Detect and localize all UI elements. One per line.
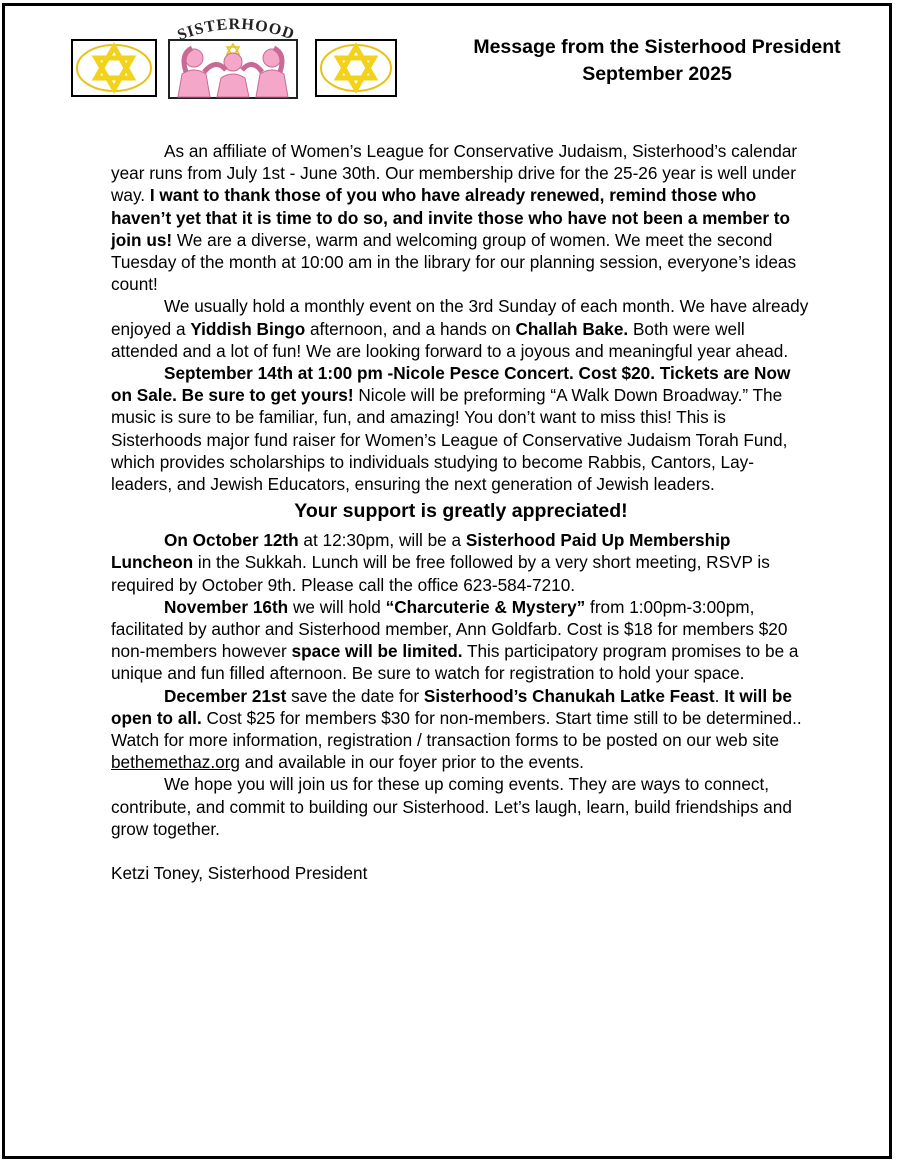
paragraph-concert bbox=[111, 362, 811, 495]
svg-text:SISTERHOOD: SISTERHOOD bbox=[175, 15, 297, 45]
text: save the date for bbox=[286, 685, 424, 706]
three-women-icon bbox=[166, 14, 306, 100]
text: at 12:30pm, will be a bbox=[298, 530, 466, 551]
website-link[interactable]: bethemethaz.org bbox=[111, 752, 240, 773]
star-of-david-icon bbox=[317, 41, 395, 95]
paragraph-monthly-events bbox=[111, 295, 811, 362]
bold-text: On October 12th bbox=[164, 530, 299, 551]
star-of-david-icon bbox=[73, 41, 155, 95]
bold-text: November 16th bbox=[164, 596, 289, 617]
text: . bbox=[714, 685, 725, 706]
paragraph-membership bbox=[111, 140, 811, 295]
signature: Ketzi Toney, Sisterhood President bbox=[111, 863, 368, 884]
text: As an affiliate of Women’s League for Conservative Judaism, Sisterhood’s calendar year runs from July 1st - June 30th. Our membership drive for the 25-26 year is well under way. bbox=[111, 141, 798, 206]
star-of-david-logo-left bbox=[71, 39, 157, 97]
bold-text: “Charcuterie & Mystery” bbox=[385, 596, 586, 617]
text: in the Sukkah. Lunch will be free followed by a very short meeting, RSVP is required by October 9th. Please call the office 623-584-7210. bbox=[111, 552, 770, 595]
star-of-david-logo-right bbox=[315, 39, 397, 97]
page-header bbox=[437, 34, 877, 88]
bold-text: Sisterhood Paid Up Membership Luncheon bbox=[111, 530, 731, 573]
sisterhood-logo bbox=[166, 14, 306, 100]
text: from 1:00pm-3:00pm, facilitated by author and Sisterhood member, Ann Goldfarb. Cost is $18 for members $20 non-members however bbox=[111, 596, 788, 662]
text: Nicole will be preforming “A Walk Down Broadway.” The music is sure to be familiar, fun, and amazing! You don’t want to miss this! This is Sisterhoods major fund raiser for Women’s League of Conservative Judaism Torah Fund, which provides scholarships to individuals studying to become Rabbis, Cantors, Lay-leaders, and Jewish Educators, ensuring the next generation of Jewish leaders. bbox=[111, 385, 788, 495]
bold-text: Challah Bake. bbox=[515, 318, 629, 339]
text: This participatory program promises to be a unique and fun filled afternoon. Be sure to watch for registration to hold your space. bbox=[111, 641, 799, 684]
bold-text: September 14th at 1:00 pm -Nicole Pesce Concert. Cost $20. Tickets are Now on Sale. Be sure to get yours! bbox=[111, 363, 791, 406]
bold-text: It will be open to all. bbox=[111, 685, 792, 728]
bold-text: I want to thank those of you who have already renewed, remind those who haven’t yet that it is time to do so, and invite those who have not been a member to join us! bbox=[111, 185, 791, 250]
bold-text: Sisterhood’s Chanukah Latke Feast bbox=[423, 685, 715, 706]
text: afternoon, and a hands on bbox=[305, 318, 516, 339]
bold-text: Yiddish Bingo bbox=[190, 318, 306, 339]
text: Cost $25 for members $30 for non-members. Start time still to be determined.. Watch for more information, registration / transaction forms to be posted on our web site bbox=[111, 707, 802, 751]
support-heading: Your support is greatly appreciated! bbox=[294, 500, 628, 523]
bold-text: December 21st bbox=[164, 685, 287, 706]
newsletter-page bbox=[2, 3, 892, 1159]
paragraph-latke-feast bbox=[111, 685, 811, 774]
text: Both were well attended and a lot of fun! We are looking forward to a joyous and meaningful year ahead. bbox=[111, 318, 789, 361]
header-title: Message from the Sisterhood President bbox=[473, 36, 841, 58]
paragraph-closing: We hope you will join us for these up coming events. They are ways to connect, contribute, and commit to building our Sisterhood. Let’s laugh, learn, build friendships and grow together. bbox=[111, 774, 792, 839]
header-date: September 2025 bbox=[582, 63, 732, 85]
text: We are a diverse, warm and welcoming group of women. We meet the second Tuesday of the month at 10:00 am in the library for our planning session, everyone’s ideas count! bbox=[111, 229, 797, 295]
text: and available in our foyer prior to the events. bbox=[240, 752, 584, 773]
text: we will hold bbox=[288, 596, 386, 617]
text: We usually hold a monthly event on the 3rd Sunday of each month. We have already enjoyed a bbox=[111, 296, 809, 339]
bold-text: space will be limited. bbox=[291, 641, 463, 662]
paragraph-luncheon bbox=[111, 529, 811, 596]
paragraph-charcuterie bbox=[111, 596, 811, 685]
letter-body bbox=[111, 140, 811, 884]
